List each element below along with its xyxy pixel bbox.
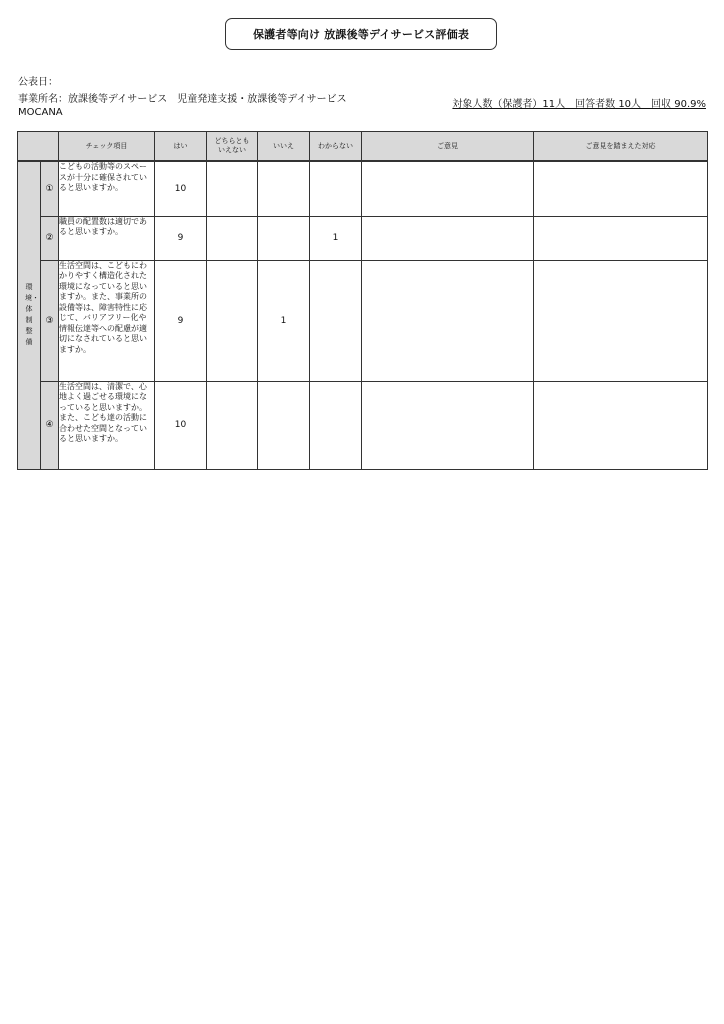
no-count: [258, 216, 310, 260]
no-count: 1: [258, 260, 310, 381]
check-item-text: 生活空間は、清潔で、心地よく過ごせる環境になっていると思いますか。また、こども達の活動に合わせた空間となっていると思いますか。: [59, 381, 155, 469]
neither-count: [207, 381, 258, 469]
unknown-count: 1: [310, 216, 362, 260]
check-item-text: こどもの活動等のスペースが十分に確保されていると思いますか。: [59, 161, 155, 216]
check-item-text: 職員の配置数は適切であると思いますか。: [59, 216, 155, 260]
header-yes: はい: [155, 132, 207, 162]
yes-count: 10: [155, 161, 207, 216]
header-opinion: ご意見: [362, 132, 534, 162]
opinion-cell: [362, 161, 534, 216]
response-cell: [534, 216, 708, 260]
row-number: ①: [41, 161, 59, 216]
document-title: 保護者等向け 放課後等デイサービス評価表: [225, 18, 497, 50]
neither-count: [207, 260, 258, 381]
table-row: [18, 381, 708, 469]
opinion-cell: [362, 216, 534, 260]
yes-count: 9: [155, 260, 207, 381]
publication-date: 公表日：: [18, 77, 58, 88]
unknown-count: [310, 161, 362, 216]
row-number: ④: [41, 381, 59, 469]
row-number: ②: [41, 216, 59, 260]
header-blank: [18, 132, 59, 162]
neither-count: [207, 161, 258, 216]
row-number: ③: [41, 260, 59, 381]
no-count: [258, 381, 310, 469]
response-cell: [534, 161, 708, 216]
response-cell: [534, 260, 708, 381]
no-count: [258, 161, 310, 216]
table-row: [18, 216, 708, 260]
category-label: 環境・体制整備: [25, 283, 39, 347]
opinion-cell: [362, 260, 534, 381]
category-cell: [18, 161, 41, 469]
evaluation-table: [17, 131, 708, 470]
yes-count: 9: [155, 216, 207, 260]
header-response: ご意見を踏まえた対応: [534, 132, 708, 162]
unknown-count: [310, 260, 362, 381]
unknown-count: [310, 381, 362, 469]
response-stats: 対象人数（保護者）11人 回答者数 10人 回収 90.9%: [452, 99, 706, 110]
header-check-item: チェック項目: [59, 132, 155, 162]
header-neither: どちらとも いえない: [207, 132, 258, 162]
facility-name: 事業所名：放課後等デイサービス 児童発達支援・放課後等デイサービス MOCANA: [18, 94, 357, 118]
table-header-row: [18, 132, 708, 162]
header-unknown: わからない: [310, 132, 362, 162]
header-no: いいえ: [258, 132, 310, 162]
check-item-text: 生活空間は、こどもにわかりやすく構造化された環境になっていると思いますか。また、事業所の設備等は、障害特性に応じて、バリアフリー化や情報伝達等への配慮が適切になされていると思いますか。: [59, 260, 155, 381]
yes-count: 10: [155, 381, 207, 469]
neither-count: [207, 216, 258, 260]
table-row: [18, 260, 708, 381]
opinion-cell: [362, 381, 534, 469]
response-cell: [534, 381, 708, 469]
table-row: [18, 161, 708, 216]
